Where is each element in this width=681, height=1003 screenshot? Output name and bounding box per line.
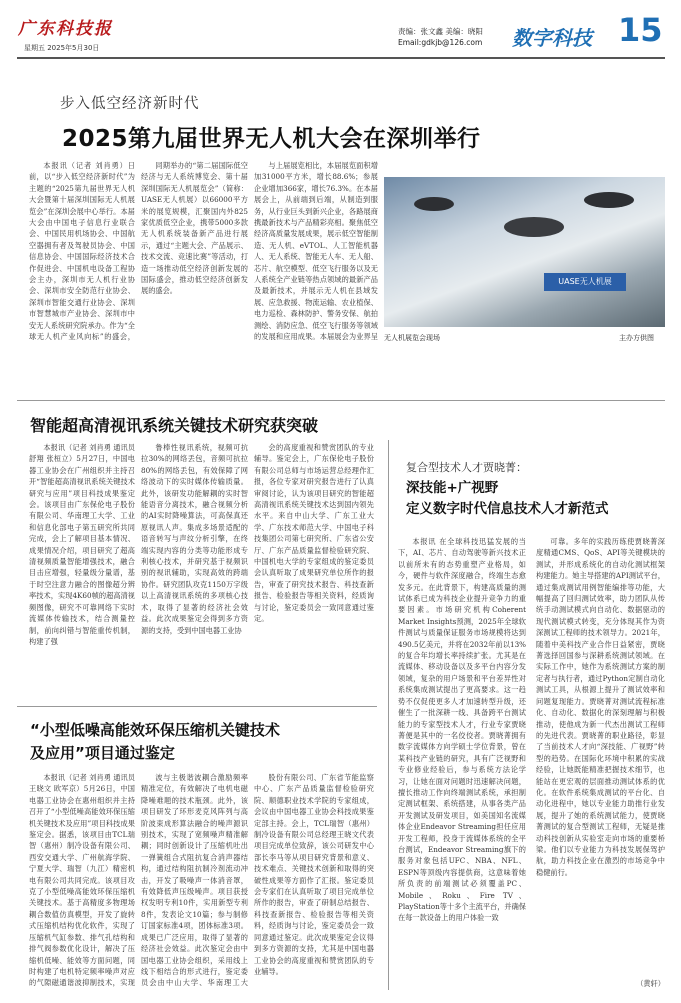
masthead-title: 广东科技报: [18, 19, 113, 39]
photo-credit: 主办方供图: [619, 334, 654, 342]
article2-col2: 鲁棒性视讯系统，视频可抗拉30%的网络丢包，音频可抗拉80%的网络丢包，有效保障了网络波动下的实时媒体传输质量。此外，该研发功能解耦的实时智能语音分离技术，融合视频分析的AI实时降噪算法，可高保真还原视讯人声。集成多场景适配的语音转写与声纹分析引擎，在终端实现内容的分类等功能形成专利核心技术，并研究基于视频识别的视讯辅助，实现高效的跨端协作。研究团队攻克1150万字级以上高清视讯系统的多项核心技术，取得了显著的经济社会效益。此次成果鉴定会得到多方资源的支持，受到中国电器工业协: [141, 443, 248, 635]
article3-kicker: 复合型技术人才贾晓菁：: [406, 461, 527, 474]
expo-photo: [384, 177, 665, 327]
article4-headline1: “小型低噪高能效环保压缩机关键技术: [30, 721, 280, 739]
email-line: Email:gdkjb@126.com: [398, 38, 483, 47]
article1-tail: [384, 346, 665, 390]
editor-line: 责编：张文鑫 美编：晓阳: [398, 27, 483, 36]
editor-info: [398, 26, 483, 48]
section-name: 数字科技: [512, 26, 592, 50]
drone-shape: [504, 217, 564, 237]
article2-headline: 智能超高清视讯系统关键技术研究获突破: [30, 416, 319, 435]
section-divider: [17, 400, 665, 401]
drone-shape: [584, 192, 634, 208]
column-divider: [388, 440, 389, 990]
issue-date: 星期五 2025年5月30日: [24, 44, 100, 52]
header-rule: [17, 57, 665, 59]
article2-col1: 本报讯（记者 刘肖勇 通讯员 舒翔 张桓立）5月27日，中国电器工业协会在广州组织并主持召开“智能超高清视讯系统关键技术研究与应用”项目科技成果鉴定会。该项目由广东保伦电子股份有限公司、华南理工大学、工业和信息化部电子第五研究所共同完成，会上了解项目基本情况、成果情况介绍，项目研究了超高清视频质量智能增强技术，融合目击应增强，轻量级分量谱，基于时空注意力融合的图像超分辨率技术，实现4K60帧的超高清视频图像，研究不可靠网络下实时流媒体传输技术，结合测量控制，前向纠错与智能重传机制，构建了强: [29, 443, 135, 646]
page-number: 15: [618, 11, 663, 49]
article3-headline2: 定义数字时代信息技术人才新范式: [406, 501, 609, 517]
article4-col1: 本报讯（记者 刘肖勇 通讯员 王晓文 欧军京）5月26日，中国电器工业协会在惠州组织并主持召开了“小型低噪高能效环保压缩机关键技术及应用”项目科技成果鉴定会。据悉，该项目由TCL瑞智（惠州）制冷设备有限公司、西安交通大学、广州航海学院、宁夏大学、瑞智（九江）精密机电有限公司共同完成。该项目攻克了小型低噪高能效环保压缩机关键技术。基于高精度多物理场耦合数值仿真模型，开发了旋转式压缩机结构优化软件，实现了压缩机气缸参数、排气孔结构和排气阀参数优化设计，解决了压缩机低噪、能效等方面问题，同时构建了电机特定频率噪声对应的气隙磁通谐波抑制技术，实现: [29, 773, 135, 988]
article1-kicker: 步入低空经济新时代: [60, 96, 200, 112]
article3-byline: （黄轩）: [636, 979, 665, 988]
expo-sign: UASE无人机展: [544, 273, 626, 291]
article1-col2: 同期举办的“第二届国际低空经济与无人系统博览会、第十届深圳国际无人机展览会”（简称：UASE无人机展）以66000平方米的展览规模，汇聚国内外825家优质低空企业，携带5000多款无人机系统装备新产品进行展示，通过“主题大会、产品展示、技术交流、竞速比赛”等活动，打造一场推动低空经济创新发展的国际盛会，推动低空经济创新发展的盛会。: [141, 161, 248, 296]
article3-col2: 可靠。多年的实践历练使贾晓菁深度精通CMS、QoS、API等关键模块的测试，并形成系统化的自动化测试框架构建能力。她主导搭建的API测试平台，通过集成测试用例智能编排等功能，大幅提高了回归测试效率，助力团队从传统手动测试模式向自动化、数据驱动的现代测试模式转变，充分体现其作为资深测试工程师的技术领导力。2021年，随着中美科技产业合作日益紧密，贾晓菁选择回国参与深耕系统测试领域。在实际工作中，她作为系统测试方案的制定者与执行者，通过Python定制自动化测试工具，从根源上提升了测试效率和问题复现能力。贾晓菁对测试流程标准化、自动化、数据化的深刻理解与积极推动，使他成为新一代杰出测试工程师的先进代表。贾晓菁的职业路径，彰显了当前技术人才向“深技能、广视野”转型的趋势。在国际化环境中积累的实战经验，让她既能精准把握技术细节，也能站在更宏观的层面推动测试体系的优化。在软件系统集成测试的平台化、自动化进程中，她以专业能力助推行业发展，提升了她的系统测试能力，使贾晓菁测试的复合型测试工程师，无疑是推动科技创新从实验室走向市场的重要桥梁。他们以专业能力为科技发展保驾护航，助力科技企业在激烈的市场竞争中稳健前行。: [536, 537, 665, 877]
article3-col1: 本报讯 在全球科技迅猛发展的当下，AI、芯片、自动驾驶等新兴技术正以前所未有的态势重塑产业格局，如今，硬件与软件深度融合，终端生态愈发多元。在此背景下，构建高质量的测试体系已成为科技企业提升竞争力的重要因素。市场研究机构Coherent Market Insights预测，2025年全球软件测试与质量保证服务市场规模将达到490.5亿美元，并将在2032年前以13%的复合年均增长率持续扩张。尤其是在流媒体、移动设备以及多平台内容分发领域，复杂的用户场景和平台差异性对系统集成测试提出了更高要求。这一趋势不仅促使更多人才加速转型升级，还催生了一批深耕一线、具备跨平台测试能力的专家型技术人才，行业专家贾晓菁便是其中的一名佼佼者。贾晓菁拥有数字流媒体方向学硕士学位背景，曾在某科技产业链的研究，具有广泛视野和专业修业经验后，参与系统方法论学习，让她在面对问题时迅速解决问题，擅长推动工作向终端测试系统，承担制定测试框架、系统搭建，从事各类产品开发测试及研发项目，如美国知名流媒体企业Endeavor Streaming担任应用开发工程师，投身于流媒体系统的全平台测试，Endeavor Streaming旗下的服务对象包括UFC、NBA、NFL、ESPN等顶级内容提供商，这意味着她所负责的前端测试必须覆盖PC、Mobile、Roku、Fire TV、PlayStation等十多个主流平台，并确保在每一款设备上的用户体验一致: [398, 537, 526, 923]
section-divider: [17, 706, 377, 707]
article4-col3: 股份有限公司、广东省节能监察中心、广东产品质量监督检验研究院、顺德职业技术学院的专家组成，会议由中国电器工业协会科技成果鉴定部主持。会上，TCL瑞智（惠州）制冷设备有限公司总经理王晓文代表项目完成单位致辞，该公司研发中心部长李马等从项目研究背景和意义、技术难点、关键技术创新和取得的突破性成果等方面作了汇报。鉴定委员会专家们在认真听取了项目完成单位所作的报告，审查了研制总结报告、科技查新报告、检验报告等相关资料，经质询与讨论，鉴定委员会一致同意通过鉴定。此次成果鉴定会议得到多方资源的支持，尤其是中国电器工业协会的高度重视和赞赏团队的专业辅导。: [254, 773, 374, 976]
article3-headline1: 深技能+广视野: [406, 480, 499, 496]
article4-col2: 波与主极谐波耦合激励频率精准定位，有效解决了电机电磁降噪难题的技术瓶颈。此外，该项目研发了环形麦克风阵列与高阶波束成形算法融合的噪声源识别技术，实现了宽频噪声精准解耦；同时创新设计了压缩机吐出一弹簧组合式阻抗复合消声器结构，通过结构阻抗制冷剂流动冲击，开发了吸噪声一体消音罩，有效降低声压级噪声。项目获授权发明专利10件，实用新型专利8件，发表论文10篇；参与制修订国家标准4项，团体标准3项。成果已广泛应用，取得了显著的经济社会效益。此次鉴定会由中国电器工业协会组织，采用线上线下相结合的形式进行，鉴定委员会由中山大学、华南理工大: [141, 773, 248, 988]
article1-col1: 本报讯（记者 刘肖勇）日前，以“步入低空经济新时代”为主题的“2025第九届世界无人机大会暨第十届深圳国际无人机展览会”在深圳会展中心举行。本届大会由中国电子信息行业联合会、中国民用机场协会、中国航空器拥有者及驾驶员协会、中国信息协会、中国国际经济技术合作促进会、中国机电设备工程协会主办，深圳市无人机行业协会、深圳市安全防范行业协会、深圳市智能交通行业协会、深圳市智慧城市产业协会、深圳市中安无人系统研究院承办。作为“全球无人机产业风向标”的盛会，: [29, 161, 135, 342]
article1-headline: 2025第九届世界无人机大会在深圳举行: [62, 126, 481, 152]
article2-col3: 会的高度重视和赞赏团队的专业辅导。鉴定会上，广东保伦电子股份有限公司总师与市场运营总经理作汇报，各位专家对研究报告进行了认真审阅讨论，认为该项目研究的智能超高清视讯系统关键技术达到国内领先水平。来自中山大学、广东工业大学、广东技术师范大学、中国电子科技集团公司第七研究所、广东省公安厅、广东产品质量监督检验研究院、中国机电大学的专家组成的鉴定委员会认真听取了成果研究单位所作的报告，审查了研究技术报告、科技查新报告、检验报告等相关资料，经质询与讨论，鉴定委员会一致同意通过鉴定。: [254, 443, 374, 624]
article4-headline2: 及应用”项目通过鉴定: [30, 744, 175, 762]
drone-shape: [414, 197, 454, 211]
article1-col3: 与上届展览相比，本届展览面积增加31000平方米，增长88.6%；参展企业增加366家，增长76.3%。在本届展会上，从前端到后端，从制造到服务，从行业巨头到新兴企业，各路展商携最新技术与产品精彩亮相。聚焦低空经济高质量发展成果，展示低空智能制造、无人机、eVTOL、人工智能机器人、无人系统、智能无人车、无人船、芯片、航空模型、低空飞行服务以及无人系统全产业链等热点领域的最新产品及最新技术，并展示无人机在县域发展、应急救援、物流运输、农业植保、电力巡检、森林防护、警务安保、航拍测绘、消防应急、低空飞行服务等领域的发展和应用成果。本届展会为业界呈: [254, 161, 378, 342]
photo-caption: 无人机展览会现场: [384, 334, 440, 342]
